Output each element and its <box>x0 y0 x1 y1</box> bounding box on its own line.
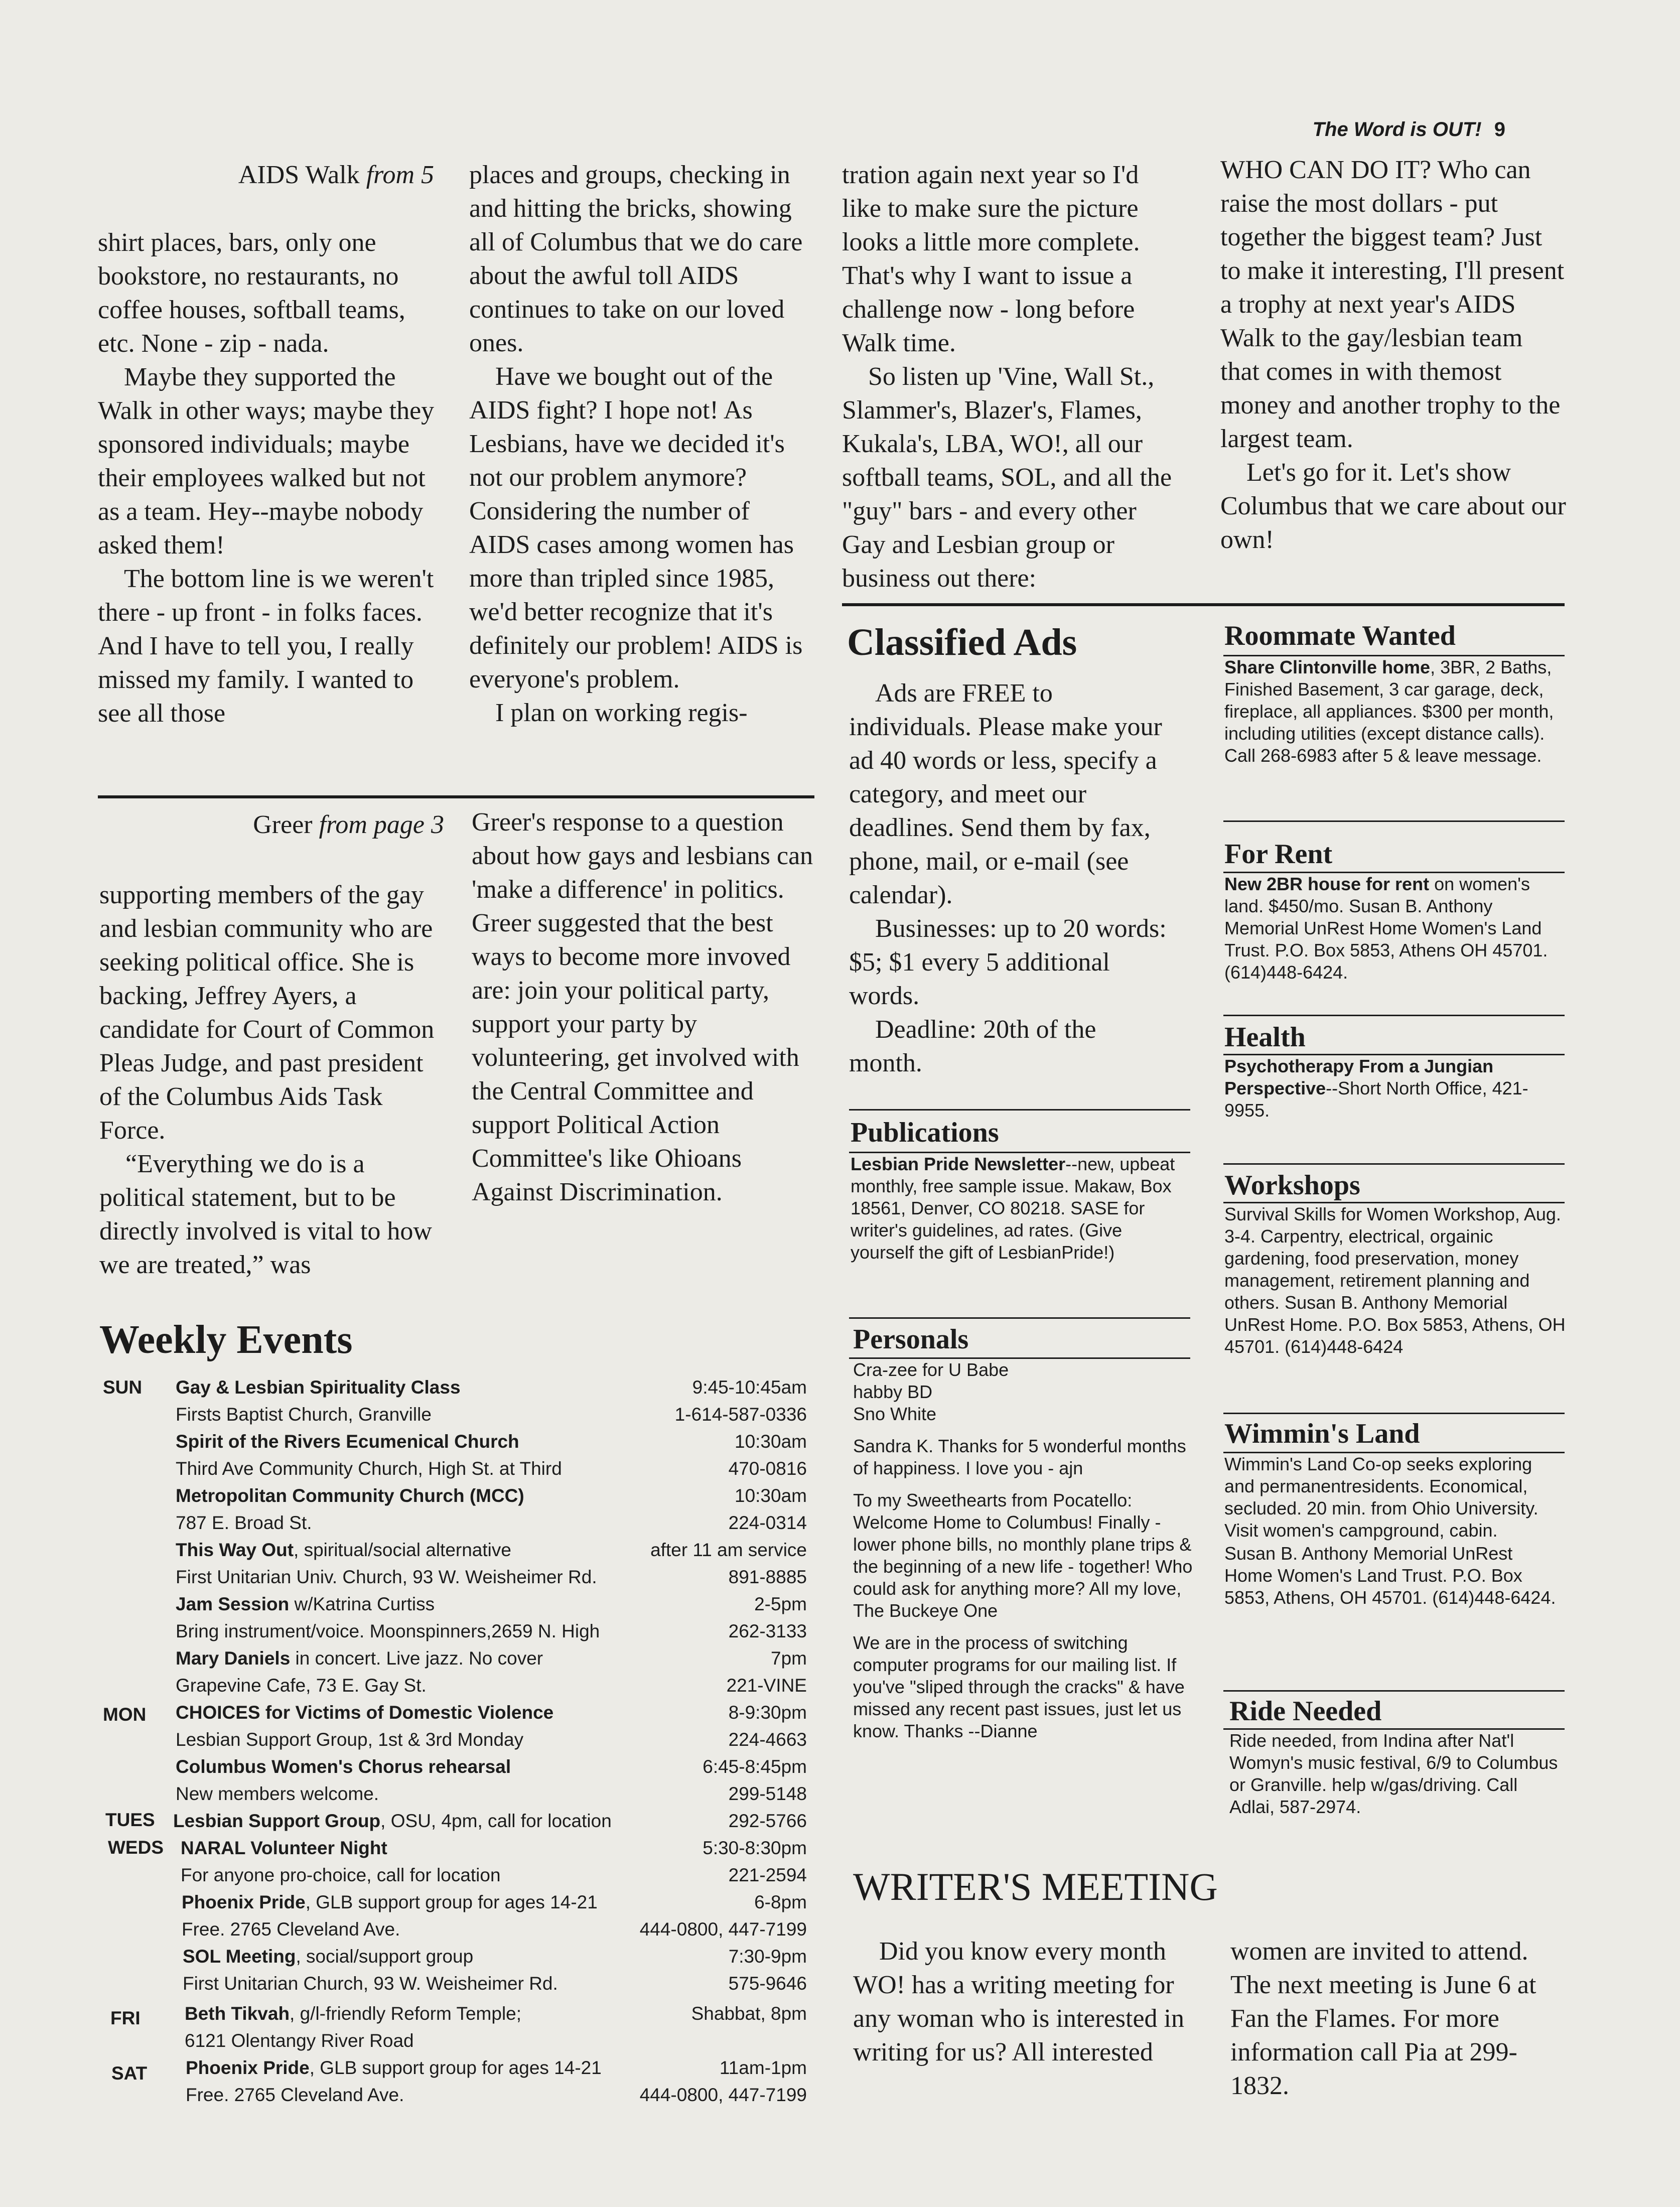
day-label: SUN <box>103 1377 143 1398</box>
event-time: Shabbat, 8pm <box>691 2003 807 2024</box>
ad-ride-needed: Ride needed, from Indina after Nat'l Womyn's music festival, 6/9 to Columbus or Granville. help w/gas/driving. Call Adlai, 587-2974. <box>1229 1730 1558 1817</box>
event-phone: 262-3133 <box>728 1621 807 1641</box>
day-label: FRI <box>110 2008 141 2028</box>
jump-reference: from page 3 <box>319 810 444 839</box>
day-label: MON <box>103 1704 147 1725</box>
event-location: Free. 2765 Cleveland Ave. <box>182 1919 400 1940</box>
category-rule <box>1223 1163 1565 1165</box>
category-rule <box>1223 1015 1565 1016</box>
aids-walk-column-3 <box>842 158 1183 595</box>
event-time: 11am-1pm <box>719 2057 807 2078</box>
event-location: New members welcome. <box>176 1783 379 1804</box>
paragraph: places and groups, checking in and hitting the bricks, showing all of Columbus that we do care about the awful toll AIDS continues to take on our loved ones. <box>469 161 803 357</box>
paragraph: Did you know every month WO! has a writing meeting for any woman who is interested in writing for us? All interested <box>853 1937 1184 2066</box>
greer-column-1 <box>99 878 443 1282</box>
event-phone: 470-0816 <box>728 1458 807 1479</box>
event-time: 10:30am <box>735 1431 807 1452</box>
section-divider <box>98 795 814 798</box>
paragraph: I plan on working regis- <box>495 699 748 727</box>
aids-walk-jump-line <box>98 158 434 192</box>
day-label: WEDS <box>108 1837 164 1858</box>
writers-meeting-column-1 <box>853 1935 1194 2069</box>
event-phone: 221-VINE <box>726 1675 807 1696</box>
paragraph: Businesses: up to 20 words: $5; $1 every 5 additional words. <box>849 914 1167 1010</box>
category-rule <box>1223 820 1565 822</box>
category-heading-ride-needed: Ride Needed <box>1229 1696 1382 1727</box>
event-title: Beth Tikvah, g/l-friendly Reform Temple; <box>185 2003 522 2024</box>
ad-publications: Lesbian Pride Newsletter--new, upbeat monthly, free sample issue. Makaw, Box 18561, Denver, CO 80218. SASE for writer's guidelines, ad rates. (Give yourself the gift of LesbianPride!) <box>851 1154 1175 1263</box>
ad-personals: Cra-zee for U Babe habby BD Sno White Sandra K. Thanks for 5 wonderful months of happiness. I love you - ajn To my Sweethearts from Pocatello: Welcome Home to Columbus! Finally - lower phone bills, no monthly plane trips & the beginning of a new life - together! Who could ask for anything more? All my love, The Buckeye One We are in the process of switching computer programs for our mailing list. If you've "sliped through the cracks" & have missed any recent past issues, just let us know. Thanks --Dianne <box>853 1359 1193 1741</box>
event-location: Free. 2765 Cleveland Ave. <box>186 2085 404 2105</box>
event-phone: 575-9646 <box>728 1973 807 1994</box>
event-time: 2-5pm <box>754 1594 807 1614</box>
event-title: This Way Out, spiritual/social alternative <box>176 1540 511 1560</box>
event-title: Phoenix Pride, GLB support group for ages 14-21 <box>186 2057 602 2078</box>
greer-jump-line <box>98 808 444 842</box>
jump-title: AIDS Walk <box>238 161 360 189</box>
paragraph: The bottom line is we weren't there - up front - in folks faces. And I have to tell you, I really missed my family. I wanted to see all those <box>98 565 434 728</box>
event-time: after 11 am service <box>650 1540 807 1560</box>
category-heading-publications: Publications <box>851 1117 999 1148</box>
event-phone: 224-4663 <box>728 1729 807 1750</box>
greer-column-2 <box>472 805 818 1209</box>
ad-roommate: Share Clintonville home, 3BR, 2 Baths, Finished Basement, 3 car garage, deck, fireplace, all appliances. $300 per month, including utilities (except distance calls). Call 268-6983 after 5 & leave message. <box>1224 657 1554 766</box>
day-label: TUES <box>105 1810 155 1830</box>
event-title: Columbus Women's Chorus rehearsal <box>176 1756 511 1777</box>
event-location: Third Ave Community Church, High St. at Third <box>176 1458 562 1479</box>
weekly-events-title: Weekly Events <box>99 1318 353 1362</box>
event-title: Spirit of the Rivers Ecumenical Church <box>176 1431 519 1452</box>
aids-walk-column-2 <box>469 158 815 730</box>
event-title: Mary Daniels in concert. Live jazz. No cover <box>176 1648 543 1669</box>
event-time: 10:30am <box>735 1485 807 1506</box>
jump-title: Greer <box>253 810 313 839</box>
paragraph: supporting members of the gay and lesbian community who are seeking political office. She is backing, Jeffrey Ayers, a candidate for Court of Common Pleas Judge, and past president of the Columbus Aids Task Force. <box>99 881 435 1145</box>
ad-for-rent: New 2BR house for rent on women's land. $450/mo. Susan B. Anthony Memorial UnRest Home Women's Land Trust. P.O. Box 5853, Athens OH 45701. (614)448-6424. <box>1224 874 1548 983</box>
event-location: 787 E. Broad St. <box>176 1512 312 1533</box>
writers-meeting-title: WRITER'S MEETING <box>853 1865 1218 1908</box>
paragraph: Greer's response to a question about how gays and lesbians can 'make a difference' in politics. Greer suggested that the best ways to become more invoved are: join your political party, support your party by volunteering, get involved with the Central Committee and support Political Action Committee's like Ohioans Against Discrimination. <box>472 808 813 1206</box>
event-phone: 444-0800, 447-7199 <box>639 2085 807 2105</box>
ad-workshops: Survival Skills for Women Workshop, Aug. 3-4. Carpentry, electrical, orgainic gardening, food preservation, money management, retirement planning and others. Susan B. Anthony Memorial UnRest Home. P.O. Box 5853, Athens, OH 45701. (614)448-6424 <box>1224 1204 1566 1357</box>
event-location: For anyone pro-choice, call for location <box>181 1865 501 1885</box>
category-heading-wimmins-land: Wimmin's Land <box>1224 1418 1420 1449</box>
ad-wimmins-land: Wimmin's Land Co-op seeks exploring and permanentresidents. Economical, secluded. 20 min. from Ohio University. Visit women's campground, cabin. Susan B. Anthony Memorial UnRest Home Women's Land Trust. P.O. Box 5853, Athens, OH 45701. (614)448-6424. <box>1224 1454 1556 1608</box>
aids-walk-column-4 <box>1220 153 1567 557</box>
event-title: Metropolitan Community Church (MCC) <box>176 1485 524 1506</box>
category-heading-for-rent: For Rent <box>1224 839 1333 870</box>
event-title: Jam Session w/Katrina Curtiss <box>176 1594 435 1614</box>
event-location: 6121 Olentangy River Road <box>185 2030 414 2051</box>
event-time: 9:45-10:45am <box>692 1377 807 1398</box>
aids-walk-column-1 <box>98 226 444 730</box>
category-heading-personals: Personals <box>853 1324 969 1355</box>
paragraph: tration again next year so I'd like to make sure the picture looks a little more complete. That's why I want to issue a challenge now - long before Walk time. <box>842 161 1140 357</box>
event-time: 7:30-9pm <box>728 1946 807 1967</box>
day-label: SAT <box>111 2063 148 2084</box>
writers-meeting-column-2 <box>1230 1935 1564 2103</box>
section-divider <box>1220 603 1565 606</box>
jump-reference: from 5 <box>366 161 434 189</box>
event-time: 6-8pm <box>754 1892 807 1912</box>
event-phone: 1-614-587-0336 <box>674 1404 807 1425</box>
event-title: Gay & Lesbian Spirituality Class <box>176 1377 461 1398</box>
event-phone: 292-5766 <box>728 1811 807 1831</box>
event-location: Lesbian Support Group, 1st & 3rd Monday <box>176 1729 524 1750</box>
category-heading-roommate: Roommate Wanted <box>1224 620 1456 651</box>
event-title: NARAL Volunteer Night <box>181 1838 387 1858</box>
event-phone: 444-0800, 447-7199 <box>639 1919 807 1940</box>
event-time: 7pm <box>771 1648 807 1669</box>
running-header <box>1204 114 1505 145</box>
publication-name: The Word is OUT! <box>1312 118 1482 141</box>
page-number: 9 <box>1494 118 1505 141</box>
paragraph: “Everything we do is a political statement, but to be directly involved is vital to how we are treated,” was <box>99 1150 432 1279</box>
paragraph: Let's go for it. Let's show Columbus that we care about our own! <box>1220 458 1566 554</box>
category-rule <box>849 1109 1190 1111</box>
event-location: Bring instrument/voice. Moonspinners,2659 N. High <box>176 1621 600 1641</box>
category-rule <box>1223 1690 1565 1692</box>
event-phone: 891-8885 <box>728 1567 807 1587</box>
paragraph: So listen up 'Vine, Wall St., Slammer's, Blazer's, Flames, Kukala's, LBA, WO!, all our softball teams, SOL, and all the "guy" bars - and every other Gay and Lesbian group or business out there: <box>842 362 1172 593</box>
event-title: CHOICES for Victims of Domestic Violence <box>176 1702 554 1723</box>
event-location: Grapevine Cafe, 73 E. Gay St. <box>176 1675 427 1696</box>
event-title: SOL Meeting, social/support group <box>183 1946 474 1967</box>
category-heading-health: Health <box>1224 1022 1306 1053</box>
event-location: First Unitarian Univ. Church, 93 W. Weisheimer Rd. <box>176 1567 597 1587</box>
event-time: 6:45-8:45pm <box>703 1756 807 1777</box>
category-rule <box>849 1317 1190 1319</box>
category-heading-workshops: Workshops <box>1224 1170 1360 1201</box>
event-phone: 224-0314 <box>728 1512 807 1533</box>
paragraph: Deadline: 20th of the month. <box>849 1015 1096 1077</box>
paragraph: shirt places, bars, only one bookstore, no restaurants, no coffee houses, softball teams, etc. None - zip - nada. <box>98 228 405 358</box>
event-time: 8-9:30pm <box>728 1702 807 1723</box>
ad-health: Psychotherapy From a Jungian Perspective--Short North Office, 421-9955. <box>1224 1056 1528 1121</box>
classified-ads-title: Classified Ads <box>847 621 1077 663</box>
event-location: Firsts Baptist Church, Granville <box>176 1404 432 1425</box>
category-rule <box>1223 1413 1565 1414</box>
paragraph: Maybe they supported the Walk in other ways; maybe they sponsored individuals; maybe their employees walked but not as a team. Hey--maybe nobody asked them! <box>98 363 435 560</box>
event-title: Lesbian Support Group, OSU, 4pm, call for location <box>173 1811 612 1831</box>
event-location: First Unitarian Church, 93 W. Weisheimer Rd. <box>183 1973 558 1994</box>
paragraph: women are invited to attend. The next meeting is June 6 at Fan the Flames. For more information call Pia at 299-1832. <box>1230 1937 1536 2100</box>
paragraph: Ads are FREE to individuals. Please make your ad 40 words or less, specify a category, and meet our deadlines. Send them by fax, phone, mail, or e-mail (see calendar). <box>849 679 1162 909</box>
paragraph: WHO CAN DO IT? Who can raise the most dollars - put together the biggest team? Just to make it interesting, I'll present a trophy at next year's AIDS Walk to the gay/lesbian team that comes in with themost money and another trophy to the largest team. <box>1220 156 1565 453</box>
event-phone: 221-2594 <box>728 1865 807 1885</box>
event-time: 5:30-8:30pm <box>703 1838 807 1858</box>
event-phone: 299-5148 <box>728 1783 807 1804</box>
paragraph: Have we bought out of the AIDS fight? I hope not! As Lesbians, have we decided it's not our problem anymore? Considering the number of AIDS cases among women has more than tripled since 1985, we'd better recognize that it's definitely our problem! AIDS is everyone's problem. <box>469 362 803 694</box>
event-title: Phoenix Pride, GLB support group for ages 14-21 <box>182 1892 598 1912</box>
classified-intro <box>849 676 1175 1080</box>
